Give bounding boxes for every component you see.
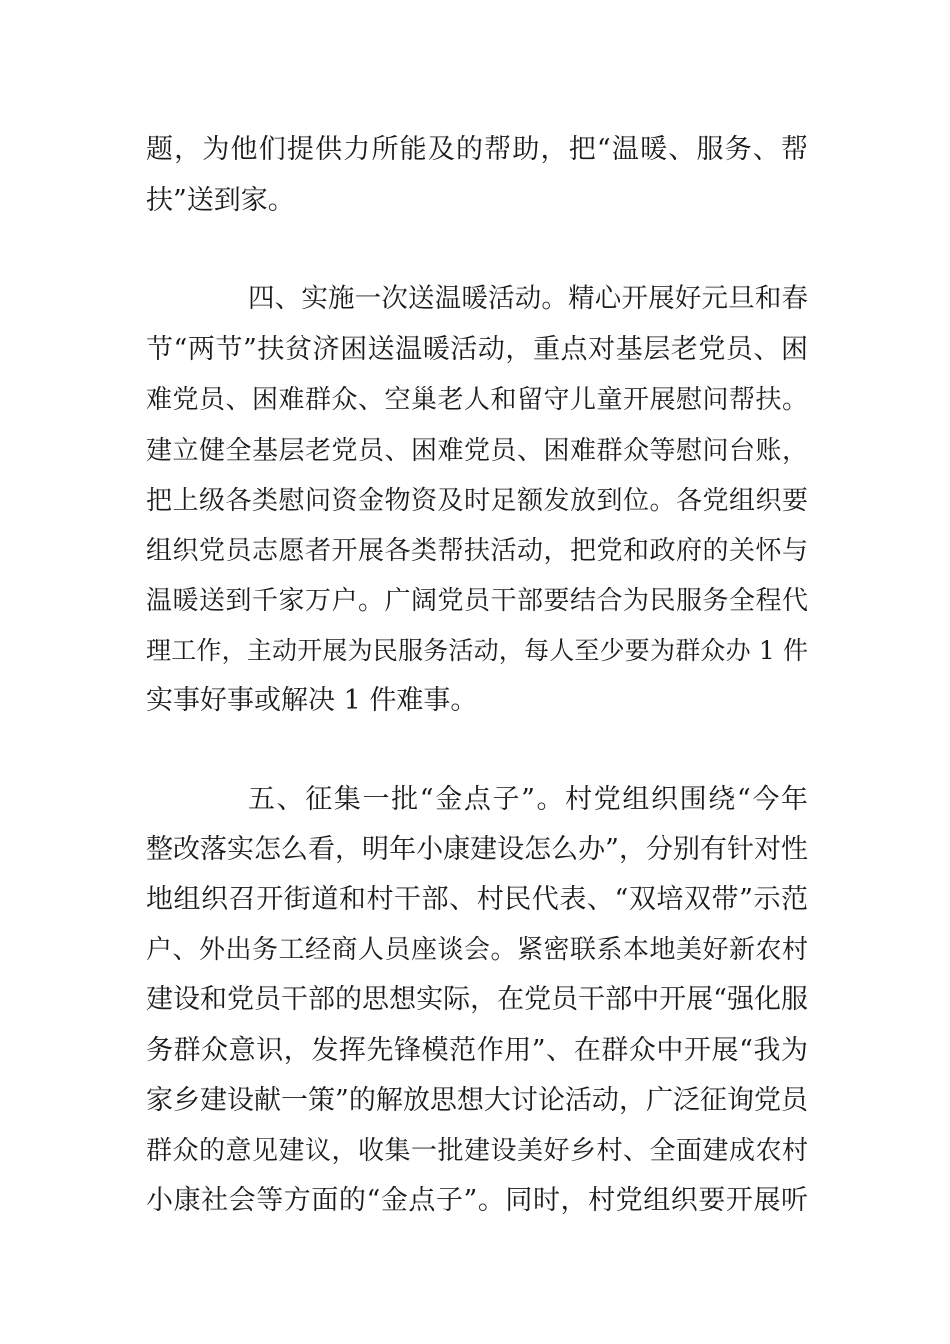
text-line: 实事好事或解决 1 件难事。 (146, 685, 478, 716)
text-line: 小康社会等方面的“金点子”。同时，村党组织要开展听 (146, 1185, 808, 1216)
text-line: 群众的意见建议，收集一批建设美好乡村、全面建成农村 (146, 1136, 808, 1166)
text-line: 组织党员志愿者开展各类帮扶活动，把党和政府的关怀与 (146, 536, 808, 566)
text-line: 家乡建设献一策”的解放思想大讨论活动，广泛征询党员 (146, 1085, 808, 1116)
text-line: 难党员、困难群众、空巢老人和留守儿童开展慰问帮扶。 (146, 385, 808, 415)
text-line: 题，为他们提供力所能及的帮助，把“温暖、服务、帮 (146, 134, 808, 165)
section-four-heading-line: 四、实施一次送温暖活动。精心开展好元旦和春 (248, 283, 808, 314)
text-line: 把上级各类慰问资金物资及时足额发放到位。各党组织要 (146, 486, 808, 516)
text-line: 整改落实怎么看，明年小康建设怎么办”，分别有针对性 (146, 834, 808, 865)
text-line: 温暖送到千家万户。广阔党员干部要结合为民服务全程代 (146, 586, 808, 616)
text-line: 户、外出务工经商人员座谈会。紧密联系本地美好新农村 (146, 935, 808, 965)
text-line: 扶”送到家。 (146, 185, 295, 216)
text-line: 地组织召开街道和村干部、村民代表、“双培双带”示范 (146, 884, 808, 915)
text-line: 建立健全基层老党员、困难党员、困难群众等慰问台账， (146, 436, 808, 466)
text-line: 务群众意识，发挥先锋模范作用”、在群众中开展“我为 (146, 1035, 808, 1066)
text-line: 建设和党员干部的思想实际，在党员干部中开展“强化服 (146, 984, 808, 1015)
text-line: 理工作，主动开展为民服务活动，每人至少要为群众办 1 件 (146, 636, 808, 665)
section-five-heading-line: 五、征集一批“金点子”。村党组织围绕“今年 (248, 784, 808, 815)
text-line: 节“两节”扶贫济困送温暖活动，重点对基层老党员、困 (146, 334, 808, 365)
